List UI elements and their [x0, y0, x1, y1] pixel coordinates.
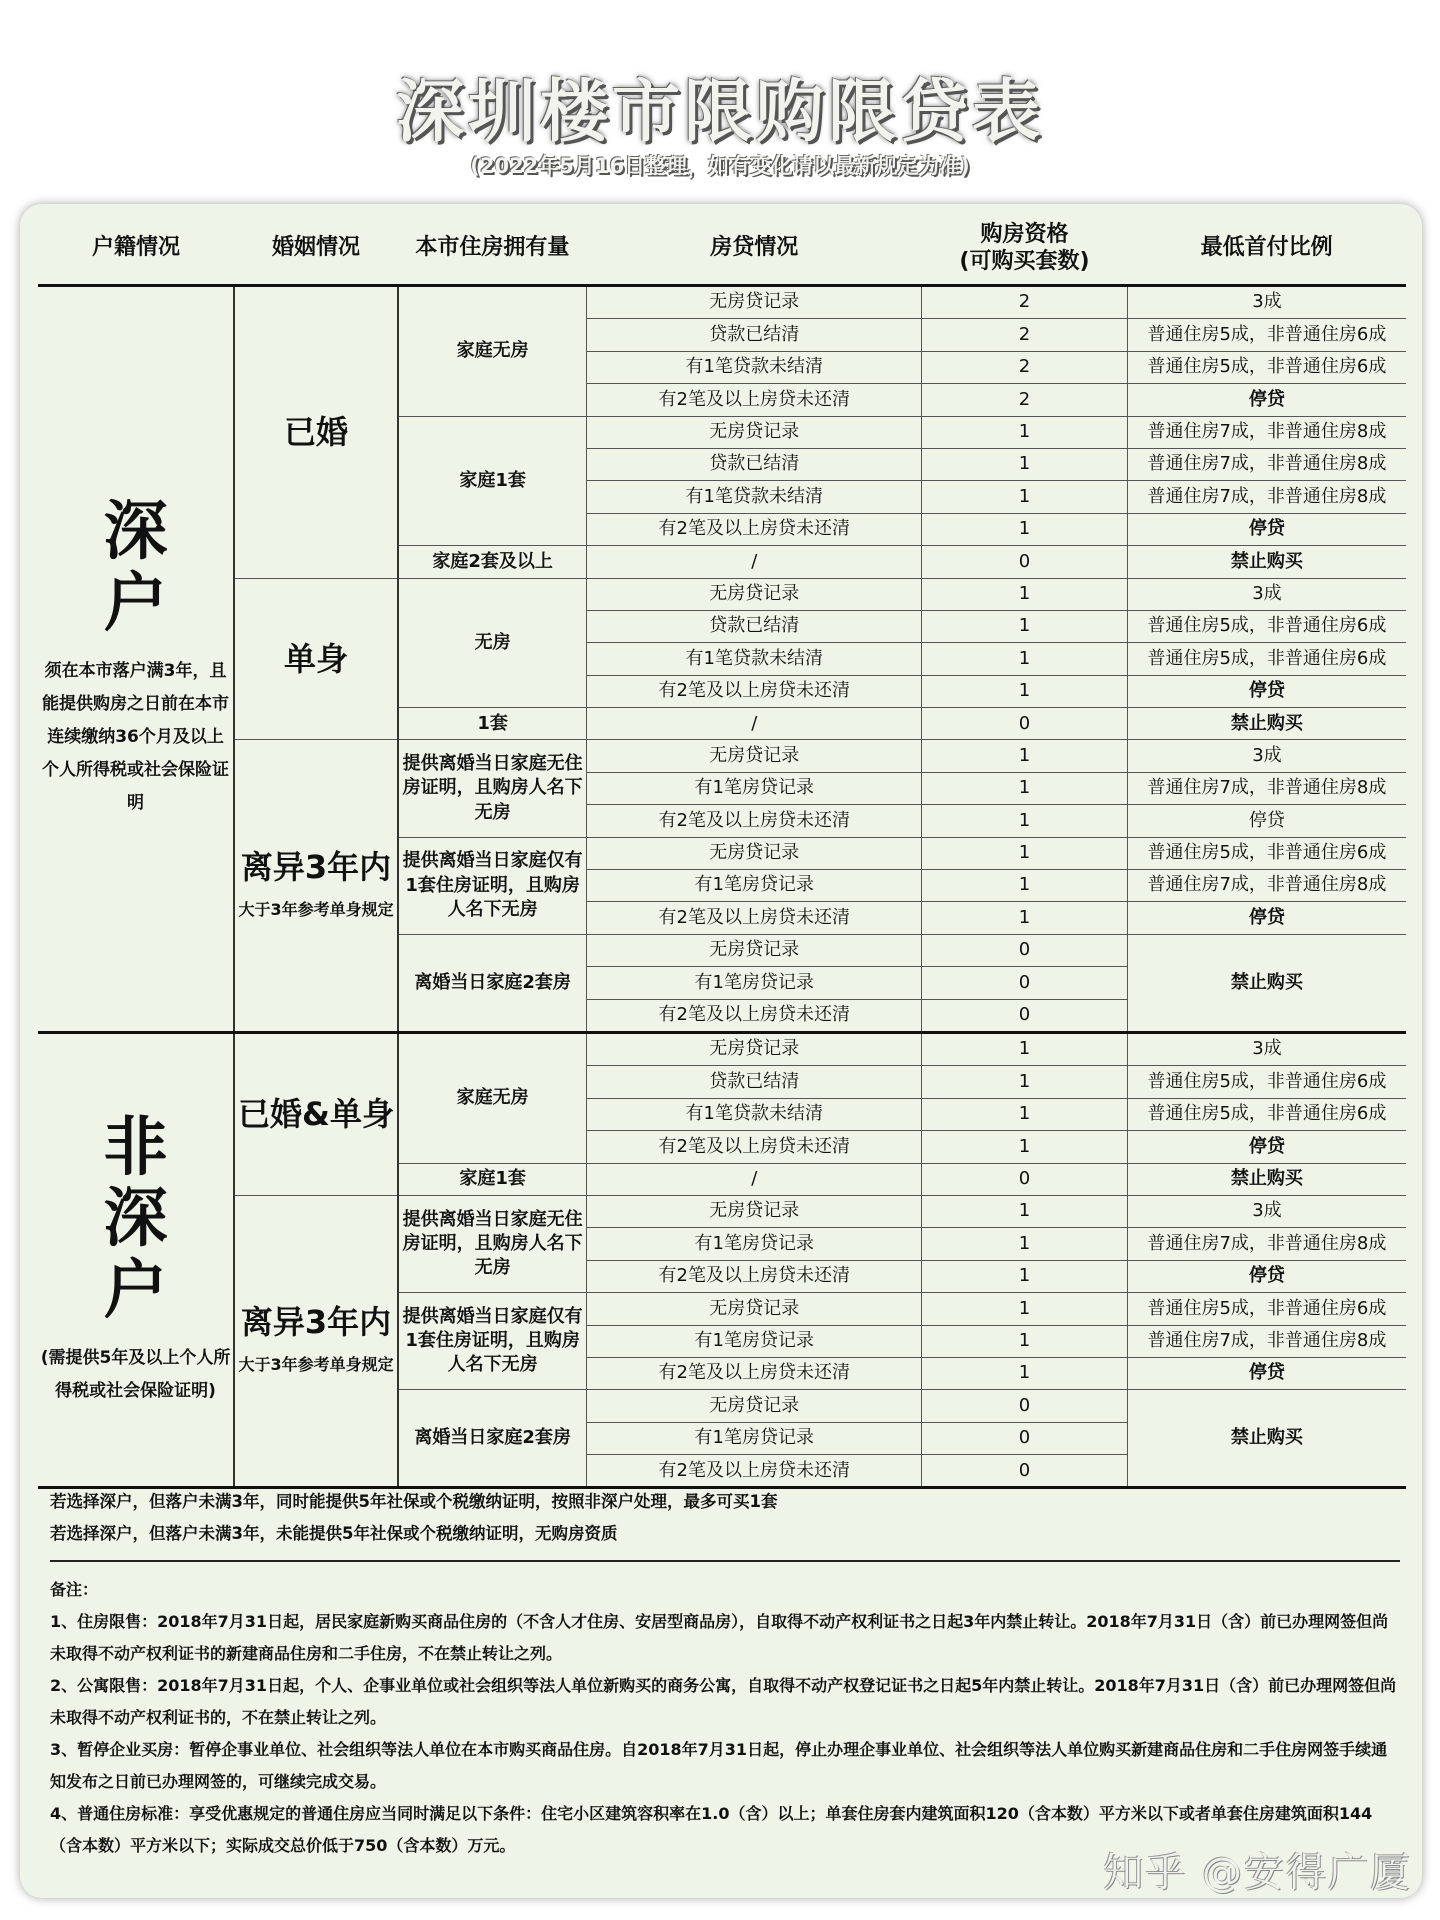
- register-non-shenzhen: [38, 1032, 234, 1487]
- count-cell: 1: [922, 610, 1128, 642]
- count-cell: 0: [922, 967, 1128, 999]
- loan-cell: 有2笔及以上房贷未还清: [587, 1455, 922, 1488]
- count-cell: 1: [922, 1357, 1128, 1389]
- loan-cell: 无房贷记录: [587, 837, 922, 869]
- register-nonsz-label: 非 深 户: [103, 1110, 168, 1328]
- count-cell: 1: [922, 1131, 1128, 1163]
- owned-two-plus: 家庭2套及以上: [398, 546, 587, 578]
- ratio-cell: 停贷: [1127, 675, 1406, 707]
- count-cell: 1: [922, 1325, 1128, 1357]
- count-cell: 2: [922, 351, 1128, 383]
- count-cell: 1: [922, 513, 1128, 545]
- marriage-single: 单身: [234, 578, 398, 740]
- ratio-cell: 普通住房7成，非普通住房8成: [1127, 416, 1406, 448]
- remarks-head: 备注：: [50, 1580, 99, 1599]
- ratio-cell: 普通住房7成，非普通住房8成: [1127, 870, 1406, 902]
- loan-cell: 有2笔及以上房贷未还清: [587, 902, 922, 934]
- count-cell: 0: [922, 1390, 1128, 1422]
- header-ratio: 最低首付比例: [1127, 212, 1406, 286]
- loan-cell: 贷款已结清: [587, 610, 922, 642]
- count-cell: 1: [922, 643, 1128, 675]
- count-cell: 1: [922, 805, 1128, 837]
- ratio-cell: 普通住房7成，非普通住房8成: [1127, 481, 1406, 513]
- owned-div-c: 离婚当日家庭2套房: [398, 934, 587, 1032]
- ratio-cell: 停贷: [1127, 1357, 1406, 1389]
- ratio-cell: 禁止购买: [1127, 1163, 1406, 1195]
- remark-2: 2、公寓限售：2018年7月31日起，个人、企事业单位或社会组织等法人单位新购买的商务公寓，自取得不动产权登记证书之日起5年内禁止转让。2018年7月31日（含）前已办理网签但尚未取得不动产权利证书的，不在禁止转让之列。: [50, 1676, 1397, 1727]
- ratio-cell: 普通住房5成，非普通住房6成: [1127, 351, 1406, 383]
- loan-cell: 有1笔房贷记录: [587, 967, 922, 999]
- header-owned: 本市住房拥有量: [398, 212, 587, 286]
- footnote-1: 若选择深户，但落户未满3年，同时能提供5年社保或个税缴纳证明，按照非深户处理，最多可买1套: [50, 1492, 778, 1511]
- register-shenzhen: [38, 286, 234, 1033]
- owned-div-b: 提供离婚当日家庭仅有1套住房证明，且购房人名下无房: [398, 837, 587, 934]
- count-cell: 0: [922, 999, 1128, 1032]
- owned-div-a: 提供离婚当日家庭无住房证明，且购房人名下无房: [398, 1195, 587, 1292]
- register-sz-label: 深 户: [103, 495, 168, 642]
- count-cell: 1: [922, 416, 1128, 448]
- remarks: [50, 1574, 1400, 1862]
- table-row: [38, 1195, 1406, 1227]
- table-row: [38, 286, 1406, 319]
- count-cell: 1: [922, 902, 1128, 934]
- ratio-cell: 普通住房7成，非普通住房8成: [1127, 1325, 1406, 1357]
- table-row: [38, 1032, 1406, 1065]
- loan-cell: 贷款已结清: [587, 1066, 922, 1098]
- count-cell: 1: [922, 448, 1128, 480]
- ratio-cell: 普通住房7成，非普通住房8成: [1127, 1228, 1406, 1260]
- count-cell: 1: [922, 1293, 1128, 1325]
- header-marriage: 婚姻情况: [234, 212, 398, 286]
- policy-card: [20, 204, 1422, 1898]
- owned-none-family: 家庭无房: [398, 286, 587, 417]
- loan-cell: 有1笔房贷记录: [587, 772, 922, 804]
- count-cell: 1: [922, 870, 1128, 902]
- loan-cell: 无房贷记录: [587, 1293, 922, 1325]
- count-cell: 1: [922, 675, 1128, 707]
- loan-cell: /: [587, 1163, 922, 1195]
- marriage-divorced: 离异3年内 大于3年参考单身规定: [234, 740, 398, 1033]
- ratio-cell: 3成: [1127, 1195, 1406, 1227]
- loan-cell: 有2笔及以上房贷未还清: [587, 1260, 922, 1292]
- loan-cell: 有2笔及以上房贷未还清: [587, 1131, 922, 1163]
- loan-cell: 贷款已结清: [587, 319, 922, 351]
- register-sz-note: 须在本市落户满3年，且能提供购房之日前在本市连续缴纳36个月及以上个人所得税或社会保险证明: [42, 660, 230, 814]
- loan-cell: 有1笔房贷记录: [587, 1228, 922, 1260]
- count-cell: 0: [922, 1422, 1128, 1454]
- marriage-divorced: 离异3年内 大于3年参考单身规定: [234, 1195, 398, 1488]
- count-cell: 1: [922, 740, 1128, 772]
- count-cell: 1: [922, 1195, 1128, 1227]
- header-loan: 房贷情况: [587, 212, 922, 286]
- ratio-cell: 普通住房5成，非普通住房6成: [1127, 837, 1406, 869]
- ratio-cell: 禁止购买: [1127, 546, 1406, 578]
- divider: [50, 1560, 1400, 1562]
- ratio-cell: 3成: [1127, 740, 1406, 772]
- loan-cell: 无房贷记录: [587, 578, 922, 610]
- owned-none: 无房: [398, 578, 587, 708]
- ratio-cell: 普通住房5成，非普通住房6成: [1127, 610, 1406, 642]
- footnote-2: 若选择深户，但落户未满3年，未能提供5年社保或个税缴纳证明，无购房资质: [50, 1524, 618, 1543]
- owned-none-family: 家庭无房: [398, 1032, 587, 1163]
- ratio-cell: 禁止购买: [1127, 1390, 1406, 1488]
- loan-cell: /: [587, 546, 922, 578]
- header-count: 购房资格 (可购买套数): [922, 212, 1128, 286]
- count-cell: 2: [922, 384, 1128, 416]
- owned-div-c: 离婚当日家庭2套房: [398, 1390, 587, 1488]
- loan-cell: 有1笔贷款未结清: [587, 643, 922, 675]
- count-cell: 1: [922, 481, 1128, 513]
- remark-4: 4、普通住房标准：享受优惠规定的普通住房应当同时满足以下条件：住宅小区建筑容积率在1.0（含）以上；单套住房套内建筑面积120（含本数）平方米以下或者单套住房建筑面积144（含本数）平方米以下；实际成交总价低于750（含本数）万元。: [50, 1804, 1373, 1855]
- loan-cell: 有2笔及以上房贷未还清: [587, 384, 922, 416]
- ratio-cell: 停贷: [1127, 384, 1406, 416]
- ratio-cell: 停贷: [1127, 513, 1406, 545]
- ratio-cell: 普通住房7成，非普通住房8成: [1127, 772, 1406, 804]
- header-register: 户籍情况: [38, 212, 234, 286]
- ratio-cell: 普通住房5成，非普通住房6成: [1127, 1098, 1406, 1130]
- loan-cell: 有2笔及以上房贷未还清: [587, 805, 922, 837]
- ratio-cell: 3成: [1127, 1032, 1406, 1065]
- page-title: 深圳楼市限购限贷表: [395, 73, 1044, 152]
- loan-cell: /: [587, 708, 922, 740]
- marriage-married-single: 已婚&单身: [234, 1032, 398, 1195]
- table-row: [38, 740, 1406, 772]
- loan-cell: 有2笔及以上房贷未还清: [587, 675, 922, 707]
- loan-cell: 有2笔及以上房贷未还清: [587, 999, 922, 1032]
- page-subtitle: (2022年5月16日整理，如有变化请以最新规定为准): [470, 154, 970, 178]
- count-cell: 0: [922, 1455, 1128, 1488]
- watermark: 知乎 @安得广厦: [1103, 1850, 1412, 1896]
- ratio-cell: 禁止购买: [1127, 708, 1406, 740]
- count-cell: 2: [922, 319, 1128, 351]
- count-cell: 0: [922, 934, 1128, 966]
- notes-section: [50, 1486, 1400, 1862]
- count-cell: 0: [922, 1163, 1128, 1195]
- ratio-cell: 普通住房5成，非普通住房6成: [1127, 643, 1406, 675]
- loan-cell: 无房贷记录: [587, 934, 922, 966]
- marriage-married: 已婚: [234, 286, 398, 579]
- loan-cell: 有1笔贷款未结清: [587, 481, 922, 513]
- loan-cell: 无房贷记录: [587, 1390, 922, 1422]
- loan-cell: 贷款已结清: [587, 448, 922, 480]
- policy-table: [38, 212, 1406, 1489]
- owned-div-a: 提供离婚当日家庭无住房证明，且购房人名下无房: [398, 740, 587, 837]
- owned-one-family: 家庭1套: [398, 1163, 587, 1195]
- loan-cell: 有1笔房贷记录: [587, 1422, 922, 1454]
- count-cell: 1: [922, 1228, 1128, 1260]
- loan-cell: 有2笔及以上房贷未还清: [587, 1357, 922, 1389]
- count-cell: 1: [922, 578, 1128, 610]
- count-cell: 1: [922, 1098, 1128, 1130]
- ratio-cell: 普通住房5成，非普通住房6成: [1127, 1066, 1406, 1098]
- loan-cell: 有1笔房贷记录: [587, 870, 922, 902]
- owned-one-family: 家庭1套: [398, 416, 587, 546]
- ratio-cell: 普通住房5成，非普通住房6成: [1127, 1293, 1406, 1325]
- count-cell: 1: [922, 837, 1128, 869]
- table-header: [38, 212, 1406, 286]
- count-cell: 2: [922, 286, 1128, 319]
- loan-cell: 无房贷记录: [587, 1195, 922, 1227]
- ratio-cell: 3成: [1127, 578, 1406, 610]
- ratio-cell: 停贷: [1127, 1131, 1406, 1163]
- loan-cell: 有1笔房贷记录: [587, 1325, 922, 1357]
- count-cell: 0: [922, 708, 1128, 740]
- count-cell: 0: [922, 546, 1128, 578]
- ratio-cell: 普通住房5成，非普通住房6成: [1127, 319, 1406, 351]
- remark-3: 3、暂停企业买房：暂停企事业单位、社会组织等法人单位在本市购买商品住房。自2018年7月31日起，停止办理企事业单位、社会组织等法人单位购买新建商品住房和二手住房网签手续通知发布之日前已办理网签的，可继续完成交易。: [50, 1740, 1388, 1791]
- count-cell: 1: [922, 772, 1128, 804]
- loan-cell: 无房贷记录: [587, 416, 922, 448]
- ratio-cell: 3成: [1127, 286, 1406, 319]
- register-nonsz-note: (需提供5年及以上个人所得税或社会保险证明): [40, 1347, 231, 1401]
- ratio-cell: 禁止购买: [1127, 934, 1406, 1032]
- ratio-cell: 停贷: [1127, 805, 1406, 837]
- loan-cell: 有2笔及以上房贷未还清: [587, 513, 922, 545]
- loan-cell: 无房贷记录: [587, 286, 922, 319]
- owned-div-b: 提供离婚当日家庭仅有1套住房证明，且购房人名下无房: [398, 1293, 587, 1390]
- ratio-cell: 停贷: [1127, 1260, 1406, 1292]
- owned-one: 1套: [398, 708, 587, 740]
- loan-cell: 无房贷记录: [587, 1032, 922, 1065]
- count-cell: 1: [922, 1260, 1128, 1292]
- count-cell: 1: [922, 1032, 1128, 1065]
- loan-cell: 无房贷记录: [587, 740, 922, 772]
- ratio-cell: 停贷: [1127, 902, 1406, 934]
- loan-cell: 有1笔贷款未结清: [587, 351, 922, 383]
- remark-1: 1、住房限售：2018年7月31日起，居民家庭新购买商品住房的（不含人才住房、安居型商品房），自取得不动产权利证书之日起3年内禁止转让。2018年7月31日（含）前已办理网签但尚未取得不动产权利证书的新建商品住房和二手住房，不在禁止转让之列。: [50, 1612, 1389, 1663]
- loan-cell: 有1笔贷款未结清: [587, 1098, 922, 1130]
- ratio-cell: 普通住房7成，非普通住房8成: [1127, 448, 1406, 480]
- table-row: [38, 578, 1406, 610]
- count-cell: 1: [922, 1066, 1128, 1098]
